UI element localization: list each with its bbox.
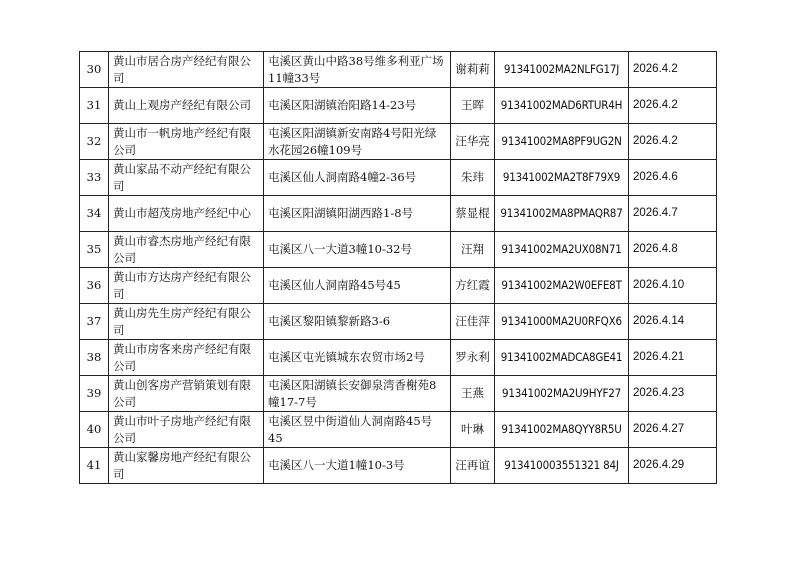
row-number: 31 xyxy=(80,88,109,124)
expiry-date: 2026.4.7 xyxy=(629,196,717,232)
row-number: 30 xyxy=(80,52,109,88)
company-name: 黄山房先生房产经纪有限公司 xyxy=(109,304,264,340)
expiry-date: 2026.4.29 xyxy=(629,448,717,484)
company-address: 屯溪区昱中街道仙人洞南路45号45 xyxy=(264,412,451,448)
expiry-date: 2026.4.14 xyxy=(629,304,717,340)
company-address: 屯溪区黄山中路38号维多利亚广场11幢33号 xyxy=(264,52,451,88)
row-number: 37 xyxy=(80,304,109,340)
company-name: 黄山市居合房产经纪有限公司 xyxy=(109,52,264,88)
company-name: 黄山家馨房地产经纪有限公司 xyxy=(109,448,264,484)
credit-code: 91341002MA2U9HYF27 xyxy=(495,376,629,412)
expiry-date: 2026.4.21 xyxy=(629,340,717,376)
table-row xyxy=(80,340,717,376)
expiry-date: 2026.4.8 xyxy=(629,232,717,268)
table-row xyxy=(80,160,717,196)
table-row xyxy=(80,412,717,448)
legal-representative: 朱玮 xyxy=(451,160,495,196)
credit-code: 91341002MA8PF9UG2N xyxy=(495,124,629,160)
row-number: 39 xyxy=(80,376,109,412)
legal-representative: 方红霞 xyxy=(451,268,495,304)
table-row xyxy=(80,52,717,88)
legal-representative: 汪华亮 xyxy=(451,124,495,160)
company-name: 黄山家品不动产经纪有限公司 xyxy=(109,160,264,196)
legal-representative: 汪再谊 xyxy=(451,448,495,484)
company-address: 屯溪区仙人洞南路4幢2-36号 xyxy=(264,160,451,196)
credit-code: 91341002MA8PMAQR87 xyxy=(495,196,629,232)
credit-code: 91341002MADCA8GE41 xyxy=(495,340,629,376)
company-name: 黄山市睿杰房地产经纪有限公司 xyxy=(109,232,264,268)
expiry-date: 2026.4.2 xyxy=(629,88,717,124)
table-row xyxy=(80,196,717,232)
credit-code: 91341002MA2NLFG17J xyxy=(495,52,629,88)
legal-representative: 汪佳萍 xyxy=(451,304,495,340)
company-address: 屯溪区仙人洞南路45号45 xyxy=(264,268,451,304)
company-address: 屯溪区黎阳镇黎新路3-6 xyxy=(264,304,451,340)
legal-representative: 蔡显棍 xyxy=(451,196,495,232)
company-name: 黄山创客房产营销策划有限公司 xyxy=(109,376,264,412)
expiry-date: 2026.4.27 xyxy=(629,412,717,448)
table-row xyxy=(80,124,717,160)
legal-representative: 王晖 xyxy=(451,88,495,124)
table-row xyxy=(80,88,717,124)
company-address: 屯溪区阳湖镇阳湖西路1-8号 xyxy=(264,196,451,232)
company-address: 屯溪区阳湖镇长安御泉湾香榭苑8幢17-7号 xyxy=(264,376,451,412)
company-address: 屯溪区屯光镇城东农贸市场2号 xyxy=(264,340,451,376)
credit-code: 91341002MA2T8F79X9 xyxy=(495,160,629,196)
row-number: 41 xyxy=(80,448,109,484)
company-name: 黄山市叶子房地产经纪有限公司 xyxy=(109,412,264,448)
row-number: 34 xyxy=(80,196,109,232)
table-row xyxy=(80,304,717,340)
credit-code: 91341002MA2UX08N71 xyxy=(495,232,629,268)
legal-representative: 王燕 xyxy=(451,376,495,412)
table-row xyxy=(80,232,717,268)
credit-code: 913410003551321 84J xyxy=(495,448,629,484)
credit-code: 91341002MA2W0EFE8T xyxy=(495,268,629,304)
expiry-date: 2026.4.10 xyxy=(629,268,717,304)
expiry-date: 2026.4.2 xyxy=(629,52,717,88)
table-row xyxy=(80,376,717,412)
legal-representative: 谢莉莉 xyxy=(451,52,495,88)
company-address: 屯溪区八一大道3幢10-32号 xyxy=(264,232,451,268)
credit-code: 91341000MA2U0RFQX6 xyxy=(495,304,629,340)
registry-table xyxy=(79,51,717,484)
expiry-date: 2026.4.23 xyxy=(629,376,717,412)
credit-code: 91341002MAD6RTUR4H xyxy=(495,88,629,124)
company-address: 屯溪区阳湖镇治阳路14-23号 xyxy=(264,88,451,124)
company-name: 黄山市房客来房产经纪有限公司 xyxy=(109,340,264,376)
row-number: 36 xyxy=(80,268,109,304)
table-body xyxy=(80,52,717,484)
table-row xyxy=(80,268,717,304)
company-name: 黄山市超茂房地产经纪中心 xyxy=(109,196,264,232)
legal-representative: 叶琳 xyxy=(451,412,495,448)
company-name: 黄山上观房产经纪有限公司 xyxy=(109,88,264,124)
company-address: 屯溪区阳湖镇新安南路4号阳光绿水花园26幢109号 xyxy=(264,124,451,160)
credit-code: 91341002MA8QYY8R5U xyxy=(495,412,629,448)
legal-representative: 罗永利 xyxy=(451,340,495,376)
row-number: 35 xyxy=(80,232,109,268)
expiry-date: 2026.4.6 xyxy=(629,160,717,196)
row-number: 40 xyxy=(80,412,109,448)
company-name: 黄山市方达房产经纪有限公司 xyxy=(109,268,264,304)
legal-representative: 汪翔 xyxy=(451,232,495,268)
row-number: 38 xyxy=(80,340,109,376)
table-row xyxy=(80,448,717,484)
company-address: 屯溪区八一大道1幢10-3号 xyxy=(264,448,451,484)
expiry-date: 2026.4.2 xyxy=(629,124,717,160)
company-name: 黄山市一帆房地产经纪有限公司 xyxy=(109,124,264,160)
row-number: 33 xyxy=(80,160,109,196)
row-number: 32 xyxy=(80,124,109,160)
